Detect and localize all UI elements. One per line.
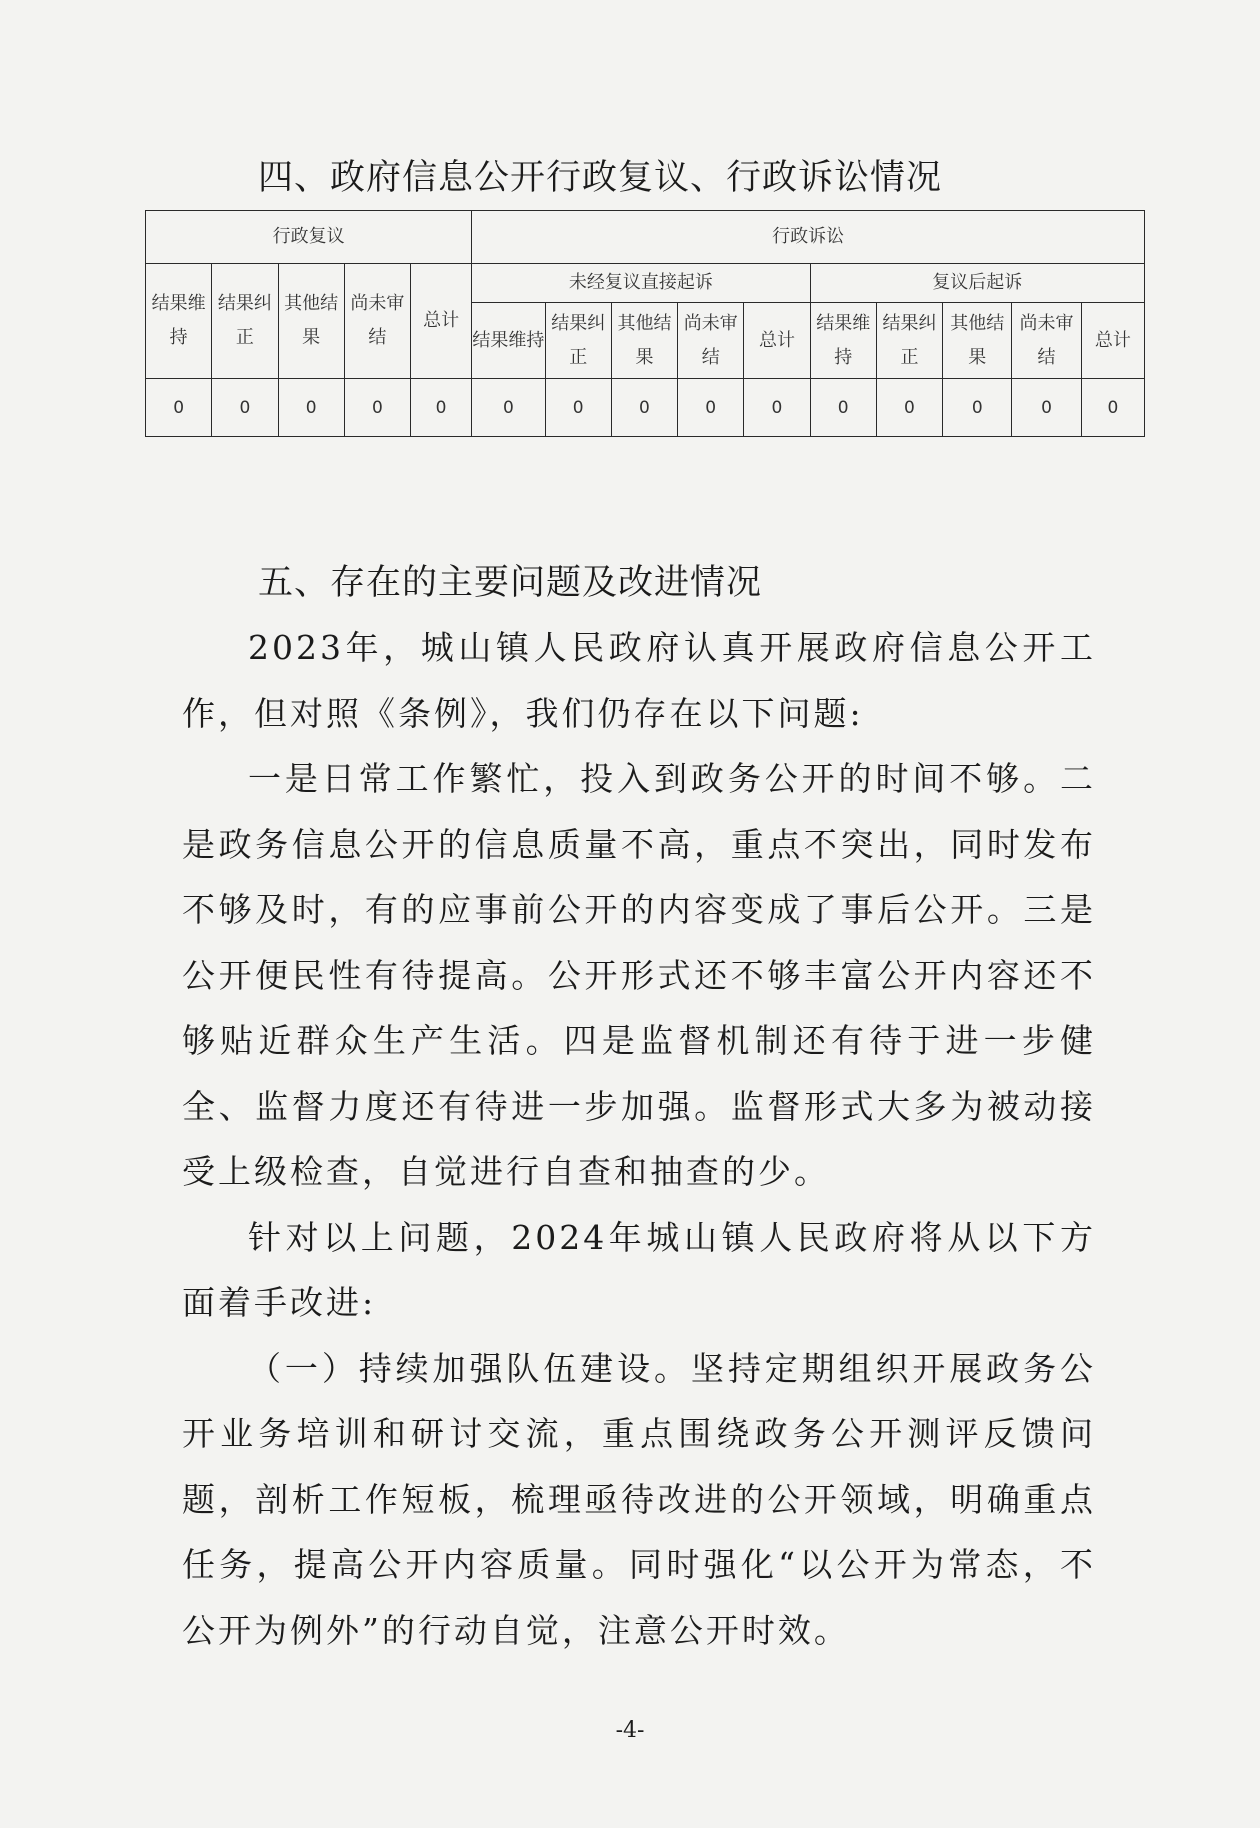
value-cell: 0 — [278, 379, 344, 437]
col-header: 尚未审结 — [1012, 303, 1081, 379]
paragraph: （一）持续加强队伍建设。坚持定期组织开展政务公开业务培训和研讨交流，重点围绕政务公开测评反馈问题，剖析工作短板，梳理亟待改进的公开领域，明确重点任务，提高公开内容质量。同时强化“以公开为常态，不公开为例外”的行动自觉，注意公开时效。 — [182, 1348, 1096, 1650]
col-header: 结果维持 — [810, 303, 876, 379]
col-header: 结果纠正 — [212, 264, 278, 379]
value-cell: 0 — [810, 379, 876, 437]
col-header: 尚未审结 — [344, 264, 410, 379]
paragraph: 针对以上问题，2024年城山镇人民政府将从以下方面着手改进: — [182, 1217, 1096, 1322]
col-header: 其他结果 — [611, 303, 677, 379]
value-cell: 0 — [411, 379, 472, 437]
value-cell: 0 — [678, 379, 744, 437]
review-litigation-table — [145, 210, 1145, 437]
header-direct-litigation: 未经复议直接起诉 — [472, 264, 810, 303]
col-header: 结果维持 — [146, 264, 212, 379]
value-cell: 0 — [146, 379, 212, 437]
col-header: 其他结果 — [278, 264, 344, 379]
col-header: 总计 — [744, 303, 810, 379]
header-administrative-litigation: 行政诉讼 — [472, 211, 1145, 264]
paragraph: 一是日常工作繁忙，投入到政务公开的时间不够。二是政务信息公开的信息质量不高，重点不突出，同时发布不够及时，有的应事前公开的内容变成了事后公开。三是公开便民性有待提高。公开形式还不够丰富公开内容还不够贴近群众生产生活。四是监督机制还有待于进一步健全、监督力度还有待进一步加强。监督形式大多为被动接受上级检查，自觉进行自查和抽查的少。 — [182, 759, 1096, 1191]
value-cell: 0 — [611, 379, 677, 437]
body-text — [182, 615, 1096, 1663]
value-cell: 0 — [472, 379, 545, 437]
col-header: 总计 — [1081, 303, 1144, 379]
value-cell: 0 — [545, 379, 611, 437]
value-cell: 0 — [1012, 379, 1081, 437]
col-header: 其他结果 — [943, 303, 1012, 379]
col-header: 结果纠正 — [545, 303, 611, 379]
value-cell: 0 — [1081, 379, 1144, 437]
col-header: 结果维持 — [472, 303, 545, 379]
value-cell: 0 — [744, 379, 810, 437]
col-header: 尚未审结 — [678, 303, 744, 379]
header-administrative-review: 行政复议 — [146, 211, 472, 264]
value-cell: 0 — [344, 379, 410, 437]
page-number: -4- — [615, 1718, 645, 1743]
col-header: 总计 — [411, 264, 472, 379]
section-4-title: 四、政府信息公开行政复议、行政诉讼情况 — [258, 158, 943, 198]
value-cell: 0 — [212, 379, 278, 437]
header-litigation-after-review: 复议后起诉 — [810, 264, 1144, 303]
col-header: 结果纠正 — [876, 303, 942, 379]
paragraph: 2023年，城山镇人民政府认真开展政府信息公开工作，但对照《条例》，我们仍存在以下问题: — [182, 628, 1096, 733]
value-cell: 0 — [943, 379, 1012, 437]
section-5-title: 五、存在的主要问题及改进情况 — [258, 563, 763, 603]
value-cell: 0 — [876, 379, 942, 437]
